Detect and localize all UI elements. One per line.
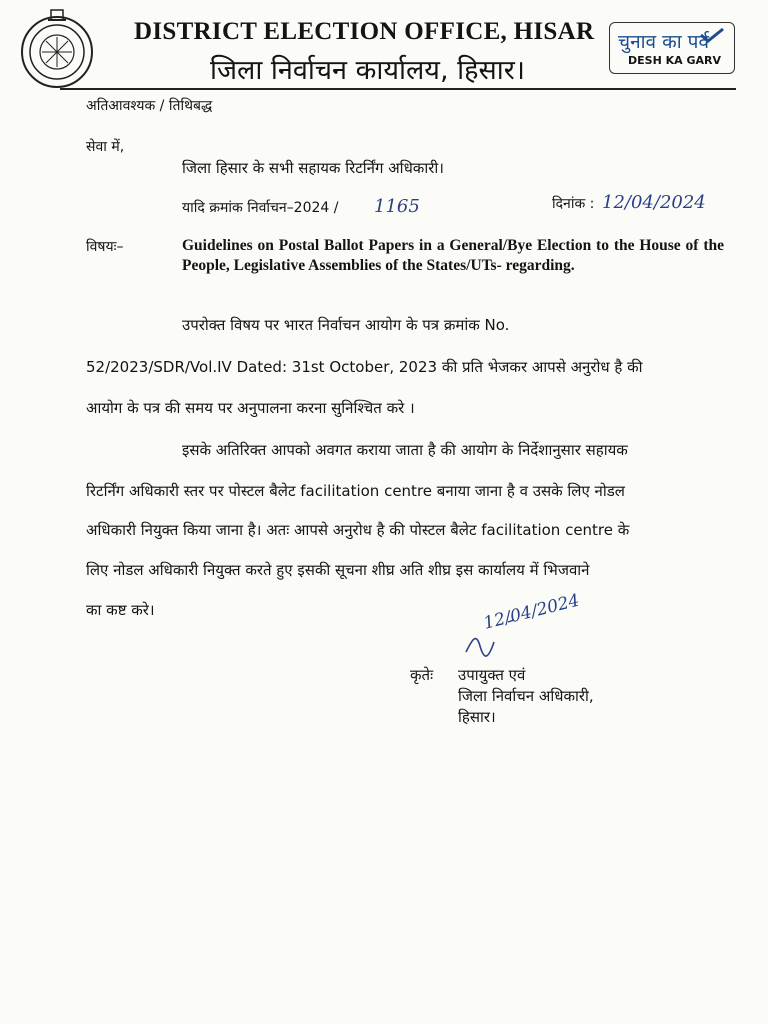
election-logo-english: DESH KA GARV [628, 54, 721, 67]
para2-line1: इसके अतिरिक्त आपको अवगत कराया जाता है की आयोग के निर्देशानुसार सहायक [182, 441, 628, 459]
election-logo-hindi: चुनाव का पर्व [618, 31, 710, 53]
para2-line2: रिटर्निंग अधिकारी स्तर पर पोस्टल बैलेट facilitation centre बनाया जाना है व उसके लिए नोडल [86, 482, 625, 500]
para2-line3: अधिकारी नियुक्त किया जाना है। अतः आपसे अनुरोध है की पोस्टल बैलेट facilitation centre के [86, 521, 630, 539]
sign-designation-2: जिला निर्वाचन अधिकारी, [458, 687, 594, 705]
subject-label: विषयः– [86, 239, 124, 255]
ballot-check-icon [698, 26, 726, 44]
para1-line1: उपरोक्त विषय पर भारत निर्वाचन आयोग के पत्र क्रमांक No. [182, 316, 510, 334]
para1-line3: आयोग के पत्र की समय पर अनुपालना करना सुनिश्चित करे । [86, 399, 415, 417]
office-title-hindi: जिला निर्वाचन कार्यालय, हिसार। [210, 55, 525, 86]
sign-designation-3: हिसार। [458, 708, 496, 726]
sign-designation-1: उपायुक्त एवं [458, 666, 526, 684]
subject-text: Guidelines on Postal Ballot Papers in a General/Bye Election to the House of the People, Legislative Assemblies of the States/UTs- regarding. [182, 237, 724, 274]
date-value: 12/04/2024 [602, 192, 706, 213]
reference-label: यादि क्रमांक निर्वाचन–2024 / [182, 200, 339, 216]
signature-date: 12/04/2024 [481, 590, 582, 634]
to-label: सेवा में, [86, 139, 125, 155]
reference-number: 1165 [374, 196, 420, 217]
office-title-english: DISTRICT ELECTION OFFICE, HISAR [134, 18, 595, 45]
sign-prefix: कृतेः [410, 666, 434, 684]
recipient: जिला हिसार के सभी सहायक रिटर्निंग अधिकारी। [182, 159, 444, 177]
header-divider [60, 88, 736, 90]
haryana-emblem-icon [18, 8, 96, 92]
date-label: दिनांक : [552, 196, 595, 212]
para2-line4: लिए नोडल अधिकारी नियुक्त करते हुए इसकी सूचना शीघ्र अति शीघ्र इस कार्यालय में भिजवाने [86, 561, 590, 579]
urgency-label: अतिआवश्यक / तिथिबद्ध [86, 98, 213, 114]
para1-line2: 52/2023/SDR/Vol.IV Dated: 31st October, 2023 की प्रति भेजकर आपसे अनुरोध है की [86, 358, 643, 376]
para2-line5: का कष्ट करे। [86, 601, 155, 619]
